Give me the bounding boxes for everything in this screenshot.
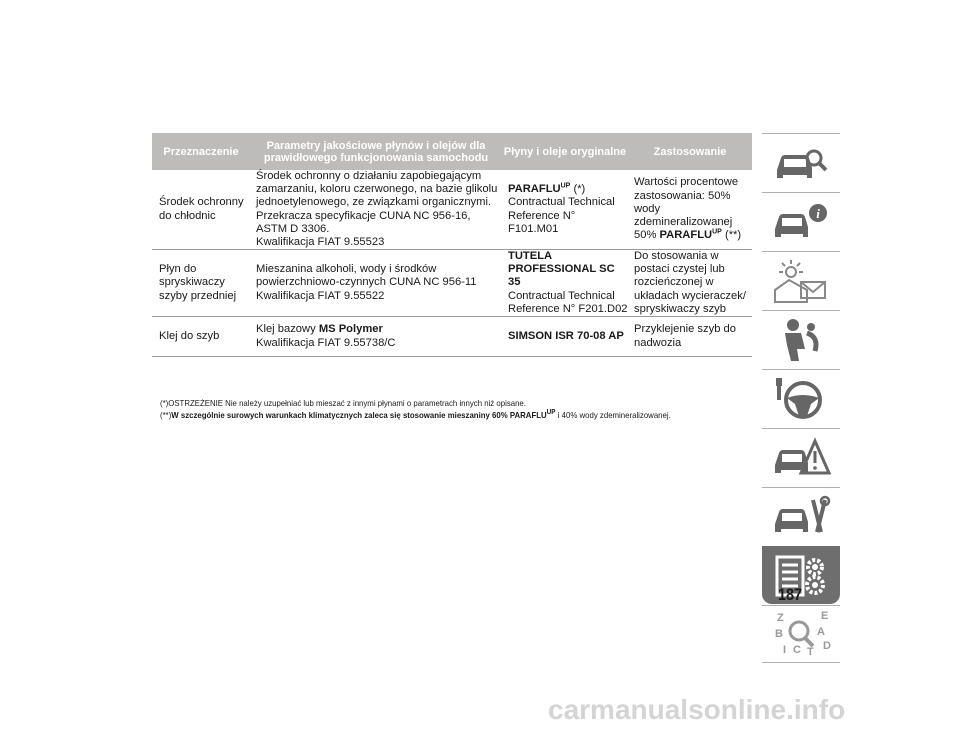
- footnote-mark: (*): [570, 182, 586, 195]
- params-text: Mieszanina alkoholi, wody i środków powierzchniowo-czynnych CUNA NC 956-11: [256, 263, 477, 289]
- fluid-brand: PARAFLU: [659, 229, 713, 242]
- cell-use: [628, 250, 752, 316]
- table-header: [152, 133, 752, 170]
- table-row: [152, 170, 752, 250]
- header-parameters: Parametry jakościowe płynów i olejów dla prawidłowego funkcjonowania samochodu: [263, 139, 489, 164]
- reference-line: Contractual Technical: [508, 289, 615, 302]
- cell-use: [628, 170, 752, 249]
- svg-text:C: C: [793, 644, 801, 656]
- chapter-tab[interactable]: [762, 369, 840, 427]
- car-wrench-icon: [771, 492, 831, 542]
- params-qualification: Kwalifikacja FIAT 9.55523: [256, 236, 385, 249]
- reference-line: Contractual Technical: [508, 196, 615, 209]
- footnote-mark: (**): [721, 229, 742, 242]
- purpose-text: Klej do szyb: [159, 329, 220, 342]
- header-original-fluids: Płyny i oleje oryginalne: [503, 145, 627, 158]
- fluid-brand: SIMSON ISR 70-08 AP: [508, 329, 624, 342]
- footnote-1: (*)OSTRZEŻENIE Nie należy uzupełniać lub mieszać z innymi płynami o parametrach innych niż opisane.: [160, 398, 526, 408]
- params-qualification: Kwalifikacja FIAT 9.55738/C: [256, 336, 396, 349]
- alphabet-index-icon: [771, 609, 831, 659]
- warning-light-mail-icon: [771, 256, 831, 306]
- fluids-table: [152, 133, 752, 357]
- svg-text:I: I: [783, 644, 787, 656]
- svg-text:B: B: [775, 628, 783, 640]
- cell-purpose: [152, 317, 250, 356]
- footnote-suffix: i 40% wody zdemineralizowanej.: [555, 410, 671, 420]
- steering-wheel-icon: [771, 374, 831, 424]
- cell-parameters: [250, 250, 502, 316]
- fluid-superscript: UP: [546, 409, 556, 417]
- params-text: [256, 323, 502, 336]
- params-prefix: Klej bazowy: [256, 323, 319, 336]
- params-bold: MS Polymer: [318, 323, 383, 336]
- chapter-tab[interactable]: [762, 192, 840, 250]
- use-text: [634, 176, 752, 242]
- cell-original-fluid: [502, 170, 628, 249]
- use-description: Do stosowania w postaci czystej lub rozcieńczonej w układach wycieraczek/ spryskiwaczy szyb: [634, 249, 746, 315]
- fluid-superscript: UP: [712, 228, 722, 236]
- header-use: Zastosowanie: [653, 145, 727, 158]
- cell-parameters: [250, 170, 502, 249]
- watermark: carmanualsonline.info: [548, 694, 846, 725]
- params-text: Środek ochronny o działaniu zapobiegającym zamarzaniu, koloru czerwonego, na bazie glikolu jednoetylenowego, ze związkami organicznymi. Przekracza specyfikacje CUNA NC 956-16, ASTM D 3306.: [256, 169, 498, 235]
- fluid-brand: PARAFLU: [508, 182, 561, 195]
- reference-line: Reference N° F201.D02: [508, 302, 628, 315]
- purpose-text: Płyn do spryskiwaczy szyby przedniej: [159, 263, 237, 302]
- cell-purpose: [152, 250, 250, 316]
- footnote-2: [160, 409, 712, 421]
- footnote-bold: W szczególnie surowych warunkach klimatycznych zaleca się stosowanie mieszaniny 60% PARAFLU: [171, 410, 547, 420]
- chapter-tab[interactable]: [762, 428, 840, 486]
- page-number: 187: [777, 585, 803, 604]
- cell-purpose: [152, 170, 250, 249]
- cell-original-fluid: [502, 317, 628, 356]
- chapter-tab[interactable]: [762, 133, 840, 191]
- car-search-icon: [771, 138, 831, 188]
- table-row: [152, 250, 752, 317]
- car-info-icon: [771, 197, 831, 247]
- chapter-tab[interactable]: [762, 310, 840, 368]
- use-description: Przyklejenie szyb do nadwozia: [634, 323, 736, 349]
- params-qualification: Kwalifikacja FIAT 9.55522: [256, 289, 385, 302]
- use-description: Wartości procentowe zastosowania: 50% wody zdemineralizowanej 50%: [634, 176, 739, 242]
- chapter-tab[interactable]: [762, 487, 840, 545]
- fluid-superscript: UP: [560, 182, 571, 190]
- header-purpose: Przeznaczenie: [163, 145, 239, 158]
- svg-text:A: A: [817, 626, 825, 638]
- cell-parameters: [250, 317, 502, 356]
- svg-text:E: E: [821, 610, 829, 622]
- fluid-brand: TUTELA PROFESSIONAL SC 35: [508, 249, 615, 289]
- airbag-person-icon: [771, 315, 831, 365]
- svg-text:D: D: [823, 640, 831, 652]
- footnote-mark: (**): [160, 410, 172, 420]
- svg-text:Z: Z: [777, 612, 784, 624]
- svg-text:T: T: [807, 646, 814, 658]
- cell-original-fluid: [502, 250, 628, 316]
- reference-line: Reference N° F101.M01: [508, 209, 576, 235]
- chapter-tab[interactable]: [762, 605, 840, 663]
- purpose-text: Środek ochronny do chłodnic: [159, 196, 244, 222]
- original-fluid-name: [508, 183, 628, 196]
- footnotes: [160, 397, 712, 421]
- svg-text:i: i: [816, 205, 820, 221]
- car-warning-triangle-icon: [771, 433, 831, 483]
- table-row: [152, 317, 752, 357]
- chapter-tab[interactable]: [762, 251, 840, 309]
- cell-use: [628, 317, 752, 356]
